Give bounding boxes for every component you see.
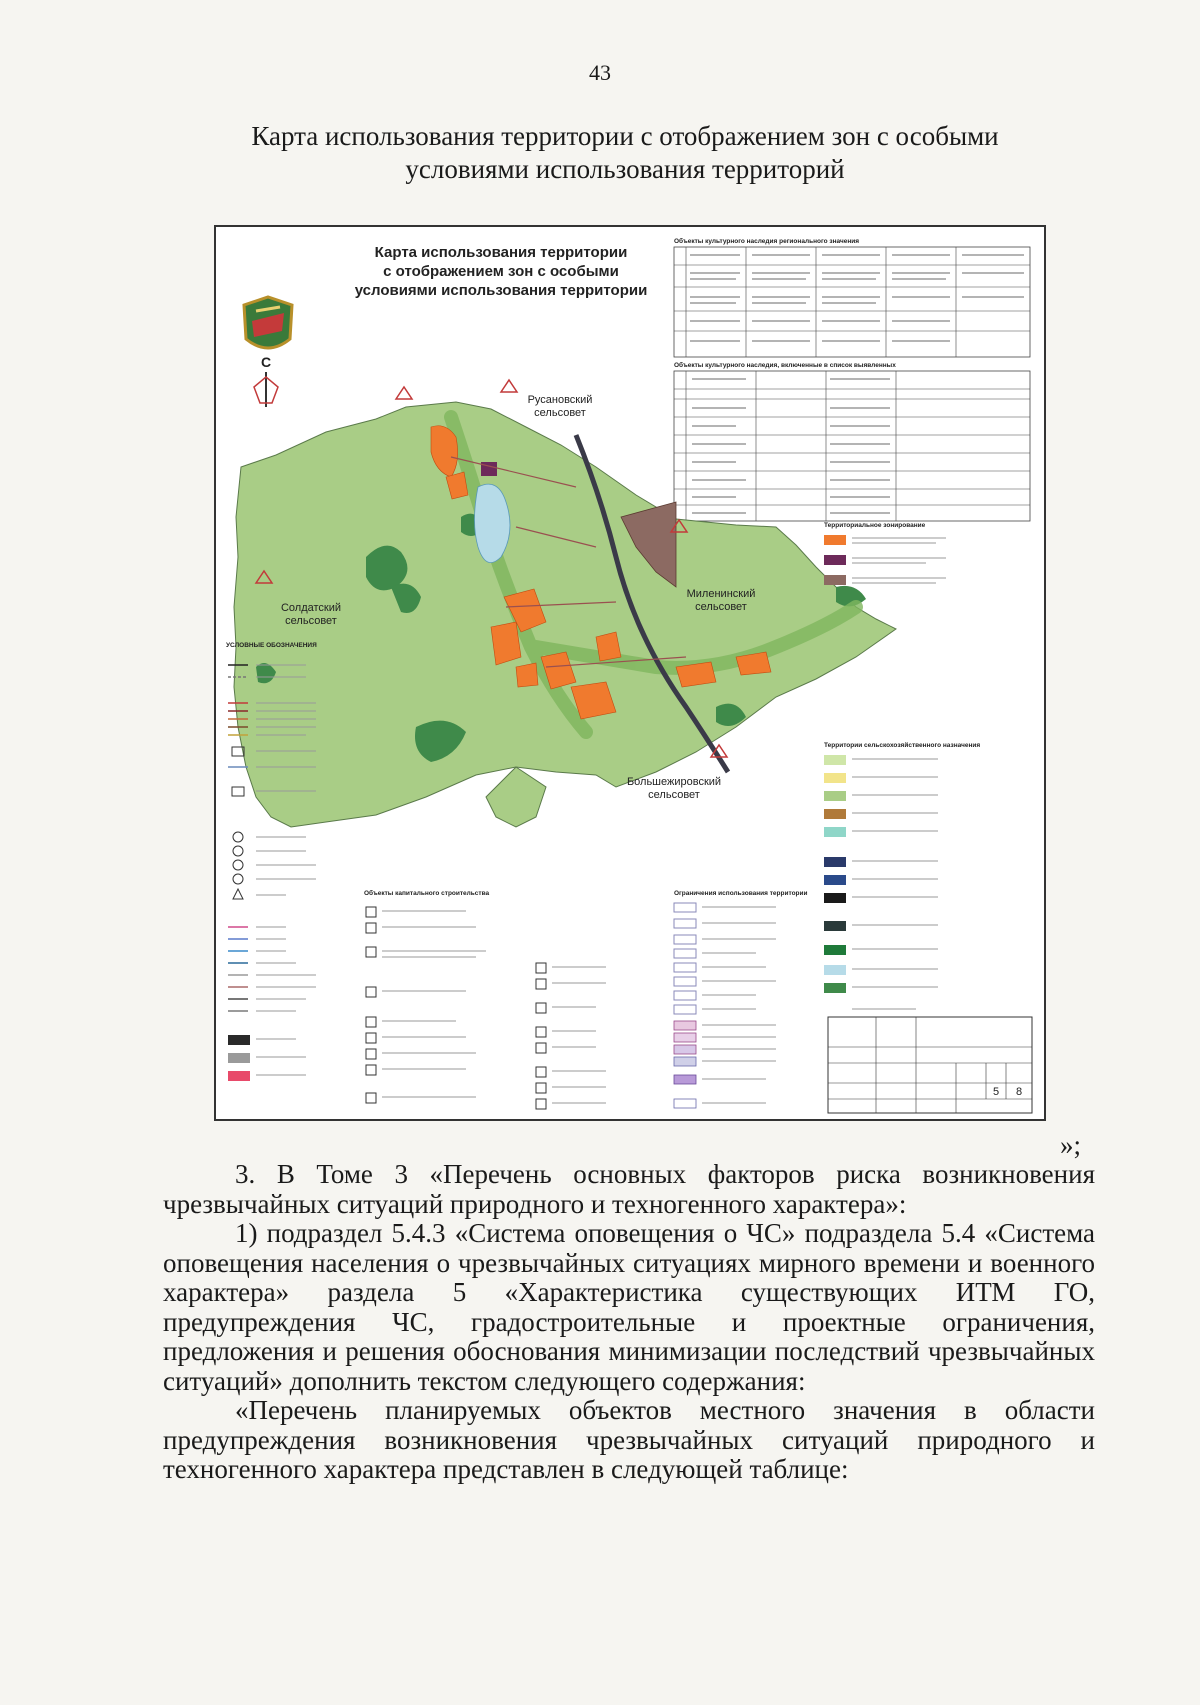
label-soldatsky-1: Солдатский bbox=[280, 602, 342, 614]
objects-legend-heading: Объекты капитального строительства bbox=[364, 890, 490, 897]
map-title-line-3: условиями использования территории bbox=[354, 282, 648, 299]
page-title-line-2: условиями использования территорий bbox=[405, 154, 845, 184]
north-label: С bbox=[260, 354, 272, 370]
restrictions-legend bbox=[674, 890, 808, 1108]
agri-legend-heading: Территории сельскохозяйственного назначения bbox=[824, 742, 981, 749]
label-milen-1: Миленинский bbox=[686, 588, 756, 600]
label-bolsh-1: Большежировский bbox=[626, 776, 722, 788]
label-rusanovsky-1: Русановский bbox=[527, 394, 593, 406]
zoning-legend-heading: Территориальное зонирование bbox=[824, 522, 926, 529]
heritage-table-heading-2: Объекты культурного наследия, включенные в список выявленных bbox=[674, 362, 896, 369]
left-legend-heading: УСЛОВНЫЕ ОБОЗНАЧЕНИЯ bbox=[226, 642, 317, 649]
label-milen-2: сельсовет bbox=[695, 601, 747, 613]
public-zone bbox=[481, 462, 497, 476]
title-block-stamp bbox=[828, 1017, 1032, 1113]
body-text bbox=[163, 1160, 1095, 1485]
label-soldatsky-2: сельсовет bbox=[285, 615, 337, 627]
restrictions-legend-heading: Ограничения использования территории bbox=[674, 890, 808, 897]
paragraph-2: 1) подраздел 5.4.3 «Система оповещения о ЧС» подраздела 5.4 «Система оповещения населения о чрезвычайных ситуациях мирного времени и военного характера» раздела 5 «Характеристика существующих ИТМ ГО, предупреждения ЧС, градостроительные и проектные ограничения, предложения и решения обоснования минимизации последствий чрезвычайных ситуаций» дополнить текстом следующего содержания: bbox=[163, 1218, 1095, 1396]
page-number: 43 bbox=[589, 60, 611, 85]
page-title bbox=[180, 120, 1070, 186]
map-title-line-2: с отображением зон с особыми bbox=[383, 263, 619, 280]
paragraph-3: «Перечень планируемых объектов местного значения в области предупреждения возникновения чрезвычайных ситуаций природного и техногенного характера представлен в следующей таблице: bbox=[163, 1395, 1095, 1484]
heritage-table-heading: Объекты культурного наследия регионального значения bbox=[674, 238, 860, 245]
quote-close: »; bbox=[1060, 1130, 1082, 1160]
paragraph-1: 3. В Томе 3 «Перечень основных факторов риска возникновения чрезвычайных ситуаций природного и техногенного характера»: bbox=[163, 1159, 1095, 1219]
territory-map-svg bbox=[216, 227, 1044, 1119]
map-title-line-1: Карта использования территории bbox=[374, 244, 628, 261]
label-bolsh-2: сельсовет bbox=[648, 789, 700, 801]
north-arrow-icon bbox=[254, 354, 278, 407]
heritage-table bbox=[674, 237, 1030, 521]
page-title-line-1: Карта использования территории с отображением зон с особыми bbox=[251, 121, 999, 151]
territory-map-figure bbox=[214, 225, 1046, 1121]
coat-of-arms-icon bbox=[244, 297, 292, 348]
label-rusanovsky-2: сельсовет bbox=[534, 407, 586, 419]
stamp-total-sheets: 8 bbox=[1015, 1086, 1023, 1098]
stamp-sheet-number: 5 bbox=[992, 1086, 1000, 1098]
objects-legend bbox=[364, 889, 606, 1109]
